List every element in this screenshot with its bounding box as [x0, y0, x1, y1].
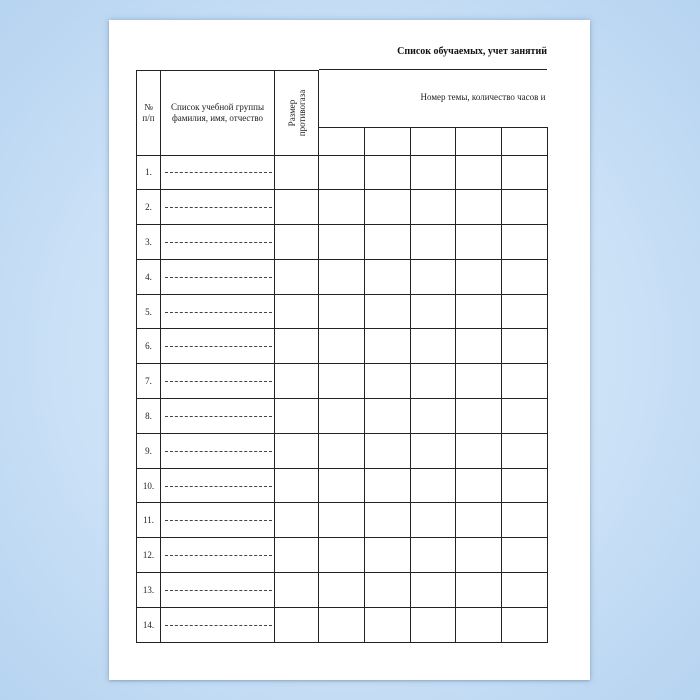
gas-mask-size-column-header: [275, 71, 319, 156]
name-dashed-line: [165, 381, 272, 382]
session-cell[interactable]: [364, 607, 410, 642]
student-name-cell[interactable]: [161, 399, 275, 434]
row-number: 10.: [137, 468, 161, 503]
row-number: 1.: [137, 155, 161, 190]
session-cell[interactable]: [410, 433, 456, 468]
session-cell[interactable]: [364, 433, 410, 468]
gas-mask-size-cell[interactable]: [275, 225, 319, 260]
table-row: [137, 538, 548, 573]
name-dashed-line: [165, 172, 272, 173]
gas-mask-size-cell[interactable]: [275, 607, 319, 642]
session-cell[interactable]: [410, 225, 456, 260]
name-dashed-line: [165, 242, 272, 243]
table-row: [137, 399, 548, 434]
table-row: [137, 468, 548, 503]
session-cell[interactable]: [319, 538, 365, 573]
table-row: [137, 364, 548, 399]
table-row: [137, 607, 548, 642]
gas-mask-size-cell[interactable]: [275, 399, 319, 434]
themes-column-header: Номер темы, количество часов и: [319, 71, 548, 128]
session-cell[interactable]: [364, 329, 410, 364]
session-cell[interactable]: [502, 329, 548, 364]
table-row: [137, 155, 548, 190]
row-number: 7.: [137, 364, 161, 399]
row-number: 5.: [137, 294, 161, 329]
session-cell[interactable]: [319, 503, 365, 538]
session-subheader-cell: [456, 127, 502, 155]
row-number: 2.: [137, 190, 161, 225]
gas-mask-size-cell[interactable]: [275, 364, 319, 399]
attendance-table: [136, 70, 548, 643]
student-name-cell[interactable]: [161, 259, 275, 294]
session-cell[interactable]: [364, 155, 410, 190]
student-name-cell[interactable]: [161, 329, 275, 364]
name-header-line1: Список учебной группы: [171, 101, 264, 112]
session-cell[interactable]: [456, 329, 502, 364]
row-number: 11.: [137, 503, 161, 538]
gas-mask-size-cell[interactable]: [275, 259, 319, 294]
table-body: [137, 155, 548, 642]
session-cell[interactable]: [456, 259, 502, 294]
session-cell[interactable]: [456, 607, 502, 642]
session-cell[interactable]: [456, 538, 502, 573]
session-cell[interactable]: [319, 364, 365, 399]
student-name-cell[interactable]: [161, 225, 275, 260]
session-cell[interactable]: [456, 433, 502, 468]
session-cell[interactable]: [502, 399, 548, 434]
session-cell[interactable]: [502, 433, 548, 468]
table-row: [137, 573, 548, 608]
size-header-line2: противогаза: [296, 89, 307, 136]
gas-mask-size-cell[interactable]: [275, 190, 319, 225]
session-cell[interactable]: [502, 155, 548, 190]
name-header-line2: фамилия, имя, отчество: [171, 112, 264, 123]
row-number: 13.: [137, 573, 161, 608]
student-name-cell[interactable]: [161, 190, 275, 225]
name-column-header: [161, 71, 275, 156]
session-cell[interactable]: [456, 190, 502, 225]
number-column-header: [137, 71, 161, 156]
session-cell[interactable]: [410, 399, 456, 434]
table-row: [137, 503, 548, 538]
session-subheader-cell: [364, 127, 410, 155]
number-header-line2: п/п: [142, 112, 155, 123]
session-cell[interactable]: [502, 294, 548, 329]
session-cell[interactable]: [410, 364, 456, 399]
number-header-line1: №: [144, 101, 153, 112]
student-name-cell[interactable]: [161, 294, 275, 329]
name-dashed-line: [165, 555, 272, 556]
student-name-cell[interactable]: [161, 468, 275, 503]
name-dashed-line: [165, 277, 272, 278]
row-number: 8.: [137, 399, 161, 434]
session-cell[interactable]: [502, 364, 548, 399]
size-header-line1: Размер: [286, 99, 297, 127]
gas-mask-size-cell[interactable]: [275, 294, 319, 329]
session-cell[interactable]: [319, 573, 365, 608]
table-row: [137, 294, 548, 329]
session-cell[interactable]: [456, 399, 502, 434]
session-cell[interactable]: [319, 225, 365, 260]
session-cell[interactable]: [502, 538, 548, 573]
name-dashed-line: [165, 590, 272, 591]
header-top-rule: [319, 69, 547, 70]
gas-mask-size-cell[interactable]: [275, 329, 319, 364]
session-cell[interactable]: [364, 468, 410, 503]
student-name-cell[interactable]: [161, 364, 275, 399]
session-cell[interactable]: [319, 155, 365, 190]
session-cell[interactable]: [364, 399, 410, 434]
session-subheader-cell: [319, 127, 365, 155]
session-cell[interactable]: [456, 225, 502, 260]
session-cell[interactable]: [502, 225, 548, 260]
name-dashed-line: [165, 486, 272, 487]
gas-mask-size-cell[interactable]: [275, 573, 319, 608]
row-number: 14.: [137, 607, 161, 642]
name-dashed-line: [165, 312, 272, 313]
session-cell[interactable]: [319, 329, 365, 364]
name-dashed-line: [165, 520, 272, 521]
session-cell[interactable]: [364, 538, 410, 573]
gas-mask-size-cell[interactable]: [275, 468, 319, 503]
table-row: [137, 259, 548, 294]
session-cell[interactable]: [502, 259, 548, 294]
gas-mask-size-cell[interactable]: [275, 155, 319, 190]
session-cell[interactable]: [456, 155, 502, 190]
row-number: 12.: [137, 538, 161, 573]
name-dashed-line: [165, 625, 272, 626]
name-dashed-line: [165, 451, 272, 452]
table-row: [137, 190, 548, 225]
session-cell[interactable]: [410, 155, 456, 190]
session-cell[interactable]: [410, 503, 456, 538]
session-cell[interactable]: [319, 399, 365, 434]
session-cell[interactable]: [364, 225, 410, 260]
row-number: 9.: [137, 433, 161, 468]
row-number: 6.: [137, 329, 161, 364]
session-cell[interactable]: [364, 573, 410, 608]
row-number: 3.: [137, 225, 161, 260]
gas-mask-size-cell[interactable]: [275, 433, 319, 468]
session-cell[interactable]: [364, 259, 410, 294]
session-cell[interactable]: [410, 573, 456, 608]
session-cell[interactable]: [502, 607, 548, 642]
session-cell[interactable]: [319, 468, 365, 503]
session-cell[interactable]: [502, 503, 548, 538]
session-cell[interactable]: [502, 573, 548, 608]
student-name-cell[interactable]: [161, 433, 275, 468]
session-cell[interactable]: [456, 503, 502, 538]
session-subheader-cell: [410, 127, 456, 155]
session-cell[interactable]: [410, 259, 456, 294]
gas-mask-size-cell[interactable]: [275, 538, 319, 573]
session-cell[interactable]: [319, 259, 365, 294]
page-title: Список обучаемых, учет занятий: [397, 46, 547, 57]
name-dashed-line: [165, 207, 272, 208]
gas-mask-size-cell[interactable]: [275, 503, 319, 538]
session-cell[interactable]: [410, 538, 456, 573]
student-name-cell[interactable]: [161, 503, 275, 538]
student-name-cell[interactable]: [161, 573, 275, 608]
table-row: [137, 225, 548, 260]
session-cell[interactable]: [456, 468, 502, 503]
session-cell[interactable]: [456, 573, 502, 608]
name-dashed-line: [165, 416, 272, 417]
session-cell[interactable]: [410, 329, 456, 364]
session-cell[interactable]: [319, 433, 365, 468]
table-row: [137, 329, 548, 364]
session-subheader-cell: [502, 127, 548, 155]
session-cell[interactable]: [410, 468, 456, 503]
name-dashed-line: [165, 346, 272, 347]
session-cell[interactable]: [364, 190, 410, 225]
session-cell[interactable]: [319, 607, 365, 642]
session-cell[interactable]: [410, 607, 456, 642]
session-cell[interactable]: [502, 468, 548, 503]
session-cell[interactable]: [364, 364, 410, 399]
session-cell[interactable]: [364, 294, 410, 329]
table-row: [137, 433, 548, 468]
student-name-cell[interactable]: [161, 155, 275, 190]
session-cell[interactable]: [456, 294, 502, 329]
student-name-cell[interactable]: [161, 538, 275, 573]
session-cell[interactable]: [410, 190, 456, 225]
session-cell[interactable]: [502, 190, 548, 225]
session-cell[interactable]: [364, 503, 410, 538]
row-number: 4.: [137, 259, 161, 294]
session-cell[interactable]: [319, 190, 365, 225]
student-name-cell[interactable]: [161, 607, 275, 642]
session-cell[interactable]: [410, 294, 456, 329]
session-cell[interactable]: [456, 364, 502, 399]
session-cell[interactable]: [319, 294, 365, 329]
